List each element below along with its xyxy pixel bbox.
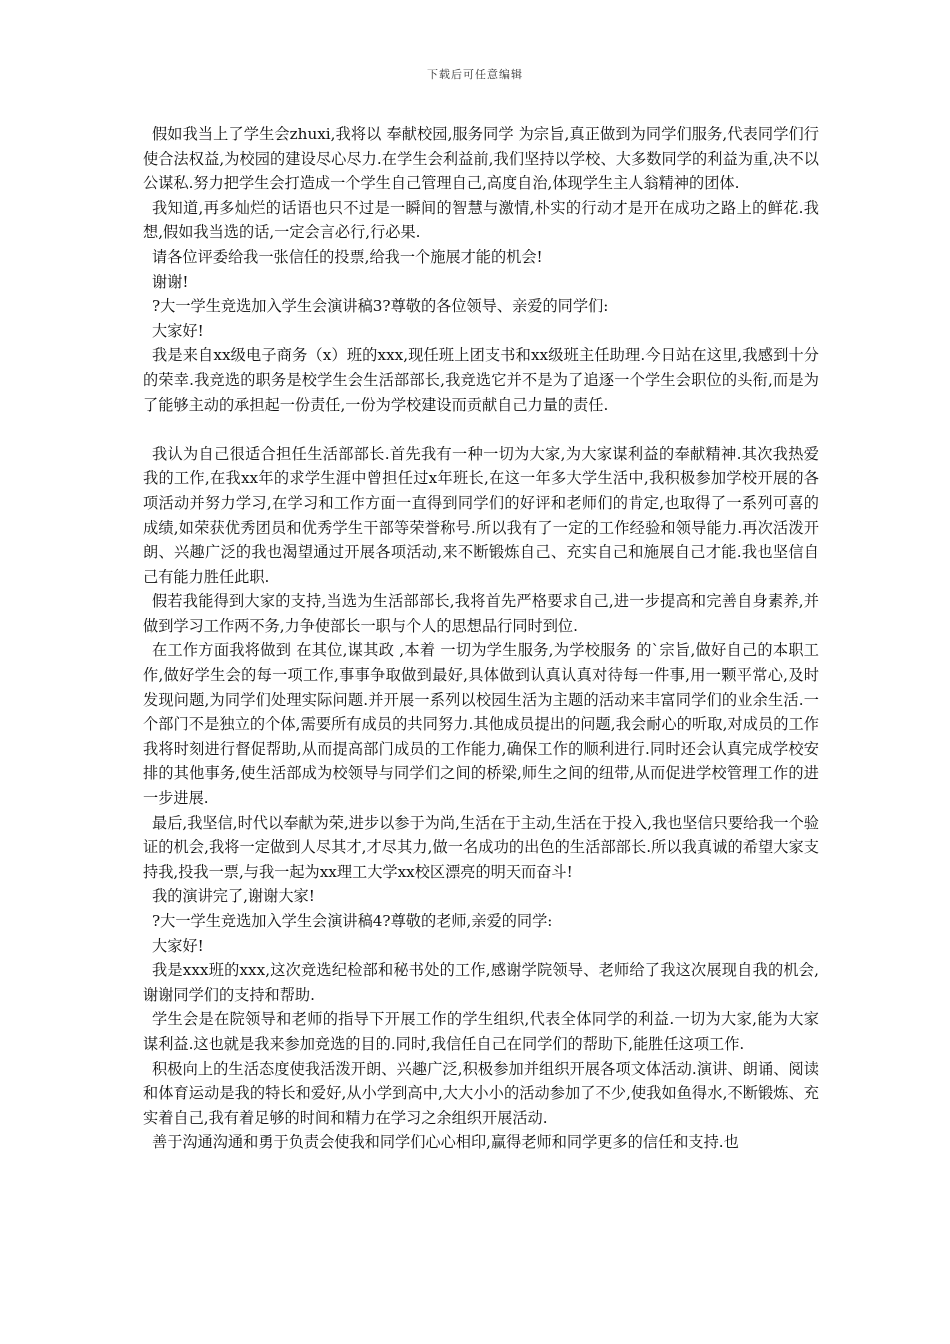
paragraph: 假如我当上了学生会zhuxi,我将以 奉献校园,服务同学 为宗旨,真正做到为同学们服务,代表同学们行使合法权益,为校园的建设尽心尽力.在学生会利益前,我们坚持以学校、大多数同学的利益为重,决不以公谋私.努力把学生会打造成一个学生自己管理自己,高度自治,体现学生主人翁精神的团体. bbox=[143, 125, 819, 193]
greeting: 大家好! bbox=[152, 936, 204, 955]
page-header: 下载后可任意编辑 bbox=[427, 68, 523, 81]
paragraph: 我的演讲完了,谢谢大家! bbox=[152, 887, 315, 906]
paragraph: 我是xxx班的xxx,这次竞选纪检部和秘书处的工作,感谢学院领导、老师给了我这次展现自我的机会,谢谢同学们的支持和帮助. bbox=[143, 961, 819, 1004]
paragraph: 最后,我坚信,时代以奉献为荣,进步以参于为尚,生活在于主动,生活在于投入,我也坚信只要给我一个验证的机会,我将一定做到人尽其才,才尽其力,做一名成功的出色的生活部部长.所以我真诚的希望大家支持我,投我一票,与我一起为xx理工大学xx校区漂亮的明天而奋斗! bbox=[143, 813, 819, 881]
paragraph: 善于沟通沟通和勇于负责会使我和同学们心心相印,赢得老师和同学更多的信任和支持.也 bbox=[152, 1133, 739, 1152]
section-heading: ?大一学生竞选加入学生会演讲稿3?尊敬的各位领导、亲爱的同学们: bbox=[152, 297, 609, 316]
paragraph: 在工作方面我将做到 在其位,谋其政 ,本着 一切为学生服务,为学校服务 的`宗旨,做好自己的本职工作,做好学生会的每一项工作,事事争取做到最好,具体做到认真认真对待每一件事,用一颗平常心,及时发现问题,为同学们处理实际问题.并开展一系列以校园生活为主题的活动来丰富同学们的业余生活.一个部门不是独立的个体,需要所有成员的共同努力.其他成员提出的问题,我会耐心的听取,对成员的工作我将时刻进行督促帮助,从而提高部门成员的工作能力,确保工作的顺利进行.同时还会认真完成学校安排的其他事务,使生活部成为校领导与同学们之间的桥梁,师生之间的纽带,从而促进学校管理工作的进一步进展. bbox=[143, 641, 819, 808]
paragraph: 学生会是在院领导和老师的指导下开展工作的学生组织,代表全体同学的利益.一切为大家,能为大家谋利益.这也就是我来参加竞选的目的.同时,我信任自己在同学们的帮助下,能胜任这项工作. bbox=[143, 1010, 819, 1053]
document-body bbox=[143, 122, 819, 1155]
paragraph: 积极向上的生活态度使我活泼开朗、兴趣广泛,积极参加并组织开展各项文体活动.演讲、朗诵、阅读和体育运动是我的特长和爱好,从小学到高中,大大小小的活动参加了不少,使我如鱼得水,不断锻炼、充实着自己,我有着足够的时间和精力在学习之余组织开展活动. bbox=[143, 1059, 819, 1127]
paragraph: 假若我能得到大家的支持,当选为生活部部长,我将首先严格要求自己,进一步提高和完善自身素养,并做到学习工作两不务,力争使部长一职与个人的思想品行同时到位. bbox=[143, 592, 819, 635]
paragraph: 我是来自xx级电子商务（x）班的xxx,现任班上团支书和xx级班主任助理.今日站在这里,我感到十分的荣幸.我竞选的职务是校学生会生活部部长,我竞选它并不是为了追逐一个学生会职位的头衔,而是为了能够主动的承担起一份责任,一份为学校建设而贡献自己力量的责任. bbox=[143, 346, 819, 414]
section-heading: ?大一学生竞选加入学生会演讲稿4?尊敬的老师,亲爱的同学: bbox=[152, 912, 553, 930]
paragraph: 我知道,再多灿烂的话语也只不过是一瞬间的智慧与激情,朴实的行动才是开在成功之路上的鲜花.我想,假如我当选的话,一定会言必行,行必果. bbox=[143, 198, 819, 242]
paragraph: 谢谢! bbox=[152, 272, 189, 291]
paragraph: 请各位评委给我一张信任的投票,给我一个施展才能的机会! bbox=[152, 247, 543, 266]
blank-line bbox=[143, 417, 819, 442]
paragraph: 我认为自己很适合担任生活部部长.首先我有一种一切为大家,为大家谋利益的奉献精神.其次我热爱我的工作,在我xx年的求学生涯中曾担任过x年班长,在这一年多大学生活中,我积极参加学校开展的各项活动并努力学习,在学习和工作方面一直得到同学们的好评和老师们的肯定,也取得了一系列可喜的成绩,如荣获优秀团员和优秀学生干部等荣誉称号.所以我有了一定的工作经验和领导能力.再次活泼开朗、兴趣广泛的我也渴望通过开展各项活动,来不断锻炼自己、充实自己和施展自己才能.我也坚信自己有能力胜任此职. bbox=[143, 444, 819, 586]
greeting: 大家好! bbox=[152, 321, 204, 340]
